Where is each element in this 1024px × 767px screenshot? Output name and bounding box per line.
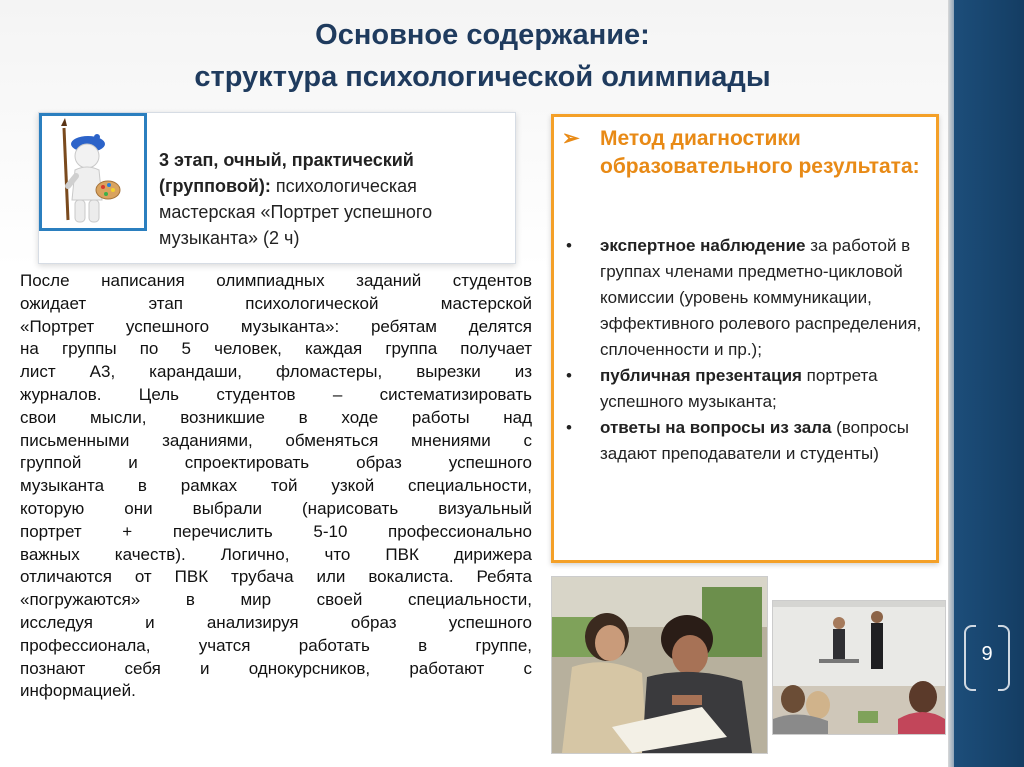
- bullet-dot-icon: •: [566, 366, 572, 385]
- paragraph-line: музыканта в рамках той узкой специальности,: [20, 476, 532, 496]
- paragraph-line: лист А3, карандаши, фломастеры, вырезки из: [20, 362, 532, 382]
- paragraph-line: которую они выбрали (нарисовать визуальный: [20, 498, 532, 518]
- bullet-text: портрета успешного музыканта;: [600, 366, 878, 411]
- method-bullets: [562, 233, 928, 467]
- painter-figure-icon: [42, 116, 144, 228]
- paragraph-line: познают себя и однокурсников, работают с: [20, 658, 532, 678]
- paragraph-line: письменными заданиями, обменяться мнениями с: [20, 430, 532, 450]
- paragraph-line: на группы по 5 человек, каждая группа получает: [20, 339, 532, 359]
- paragraph-line: свои мысли, возникшие в ходе работы над: [20, 407, 532, 427]
- paragraph-line: отличаются от ПВК трубача или вокалиста. Ребята: [20, 567, 532, 587]
- slide-title: [30, 14, 935, 98]
- presentation-photo: [772, 600, 946, 735]
- painter-frame: [39, 113, 147, 231]
- bullet-bold-text: публичная презентация: [600, 366, 802, 385]
- paragraph-line: информацией.: [20, 681, 136, 701]
- title-line-2: структура психологической олимпиады: [194, 61, 771, 93]
- paragraph-line: исследуя и анализируя образ успешного: [20, 612, 532, 632]
- paragraph-line: «погружаются» в мир своей специальности,: [20, 590, 532, 610]
- band-stripe: [948, 0, 954, 767]
- method-heading-text: Метод диагностики образовательного результата:: [600, 127, 920, 178]
- arrow-bullet-icon: ➢: [562, 127, 580, 150]
- bullet-text: за работой в группах членами предметно-цикловой комиссии (уровень коммуникации, эффективного ролевого распределения, сплоченности и пр.);: [600, 236, 922, 359]
- paragraph-line: профессионала, учатся работать в группе,: [20, 635, 532, 655]
- paragraph-line: важных качеств). Логично, что ПВК дирижера: [20, 544, 532, 564]
- stage-description: [159, 147, 509, 251]
- bullet-bold-text: экспертное наблюдение: [600, 236, 806, 255]
- bullet-text: (вопросы задают преподаватели и студенты): [600, 418, 909, 463]
- students-photo: [551, 576, 768, 754]
- method-card: [551, 114, 939, 563]
- paragraph-line: группой и спроектировать образ успешного: [20, 453, 532, 473]
- paragraph-line: портрет + перечислить 5-10 профессионально: [20, 521, 532, 541]
- bullet-bold-text: ответы на вопросы из зала: [600, 418, 832, 437]
- presentation-photo-image: [773, 601, 945, 734]
- method-bullet-item: [562, 363, 928, 415]
- students-photo-image: [552, 577, 767, 753]
- slide-number: 9: [981, 643, 993, 665]
- paragraph-line: «Портрет успешного музыканта»: ребятам делятся: [20, 316, 532, 336]
- bullet-dot-icon: •: [566, 418, 572, 437]
- paragraph-line: После написания олимпиадных заданий студентов: [20, 271, 532, 290]
- slide-number-badge: [964, 625, 1010, 689]
- method-bullet-item: [562, 233, 928, 363]
- paragraph-line: журналов. Цель студентов – систематизировать: [20, 384, 532, 404]
- method-bullet-item: [562, 415, 928, 467]
- stage-title: 3 этап, очный, практический (групповой):: [159, 150, 414, 196]
- stage-card: [38, 112, 516, 264]
- main-paragraph: [20, 270, 532, 703]
- title-line-1: Основное содержание:: [315, 19, 650, 51]
- paragraph-line: ожидает этап психологической мастерской: [20, 293, 532, 313]
- bullet-dot-icon: •: [566, 236, 572, 255]
- stage-details: психологическая мастерская «Портрет успешного музыканта» (2 ч): [159, 176, 433, 248]
